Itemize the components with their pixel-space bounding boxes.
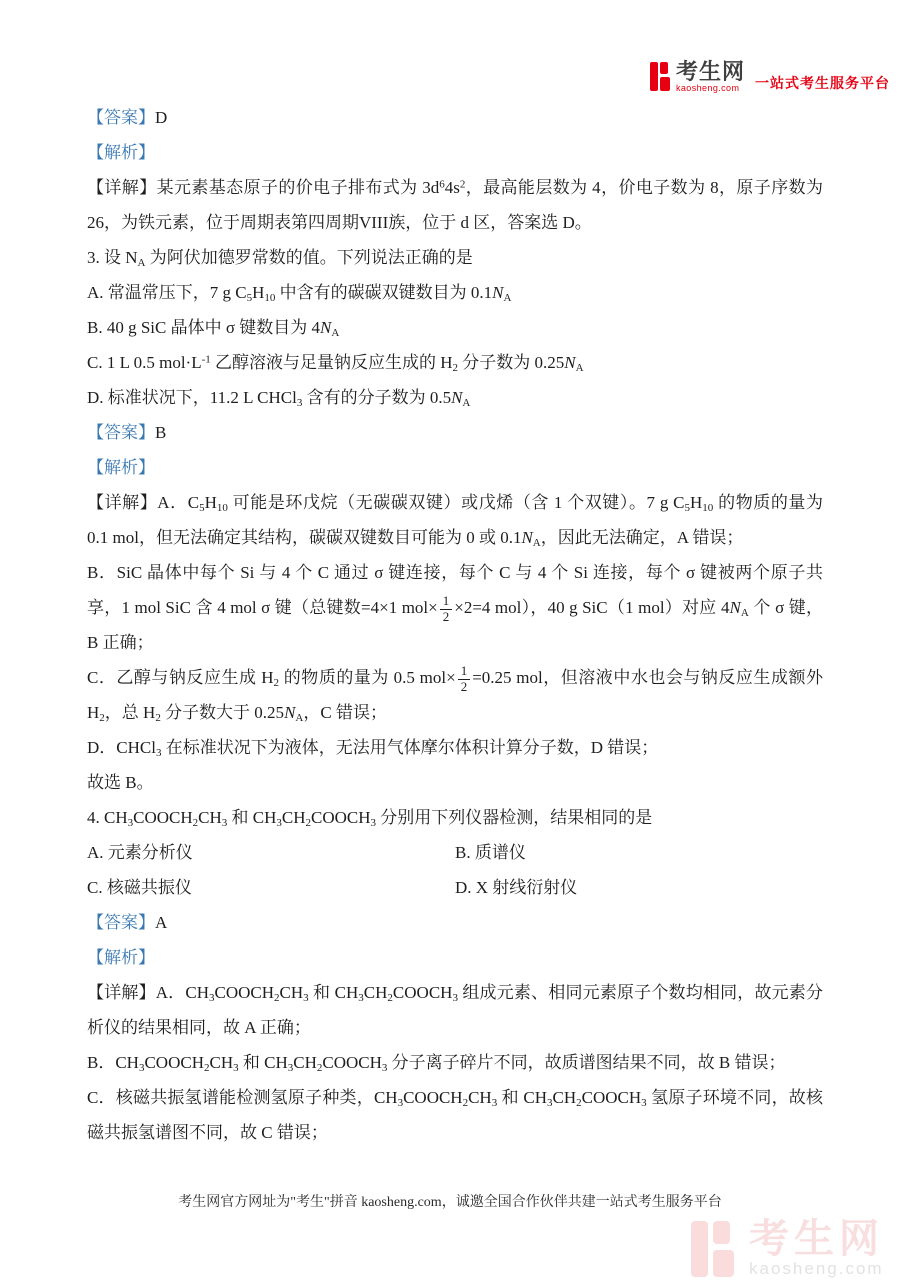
subscript: A [462, 396, 471, 409]
logo-text [676, 58, 746, 93]
paragraph [87, 135, 823, 170]
watermark-text [749, 1219, 884, 1279]
subscript: A [137, 256, 146, 269]
paragraph: 3. 设 $N_A$ 为阿伏加德罗常数的值。下列说法正确的是 [87, 248, 473, 269]
brand-domain: kaosheng.com [676, 82, 740, 93]
subscript: 2 [274, 991, 280, 1004]
brand-slogan: 一站式考生服务平台 [755, 74, 891, 91]
subscript: 3 [452, 991, 458, 1004]
subscript: 10 [264, 291, 276, 304]
paragraph: A. 常温常压下，7 g $C_5H_{10}$ 中含有的碳碳双键数目为 $0.1N_A$ [87, 283, 512, 304]
bracket-label: 【答案】 [87, 423, 155, 442]
paragraph: 【详解】A．$C_5H_{10}$ 可能是环戊烷（无碳碳双键）或戊烯（含 1 个双键）。7 g $C_5H_{10}$ 的物质的量为 0.1 mol，但无法确定其结构，碳碳双键数目可能为 0 或 $0.1N_A$，因此无法确定，A 错误； [87, 493, 823, 549]
paragraph: B．SiC 晶体中每个 Si 与 4 个 C 通过 σ 键连接，每个 C 与 4 个 Si 连接，每个 σ 键被两个原子共享，1 mol SiC 含 4 mol σ 键（总键数=4×1 mol× $\frac{1}{2}$ ×2=4 mol），40 g SiC（1 mol）对应 $4N_A$ 个 σ 键，B 正确； [87, 563, 823, 652]
paragraph: 【答案】D [87, 108, 168, 127]
page-footer: 考生网官方网址为"考生"拼音 kaosheng.com，诚邀全国合作伙伴共建一站式考生服务平台 [178, 1195, 722, 1210]
subscript: 3 [546, 1096, 553, 1109]
subscript: 3 [491, 1096, 498, 1109]
watermark-brand: 考生网 [749, 1217, 884, 1261]
subscript: 10 [702, 501, 714, 514]
subscript: 3 [358, 991, 364, 1004]
bracket-label: 【解析】 [87, 458, 155, 477]
italic-symbol: N [521, 528, 533, 547]
paragraph [87, 450, 823, 485]
bracket-label: 【答案】 [87, 108, 155, 127]
paragraph: 【详解】某元素基态原子的价电子排布式为 $3d^64s^2$，最高能层数为 4，价电子数为 8，原子序数为 26，为铁元素，位于周期表第四周期VIII族，位于 d 区，答案选 D。 [87, 178, 824, 232]
italic-symbol: N [320, 318, 332, 337]
subscript: 3 [370, 816, 377, 829]
italic-symbol: N [284, 703, 296, 722]
fraction: $\frac{1}{2}$ [440, 594, 453, 625]
subscript: 3 [127, 816, 134, 829]
subscript: 5 [246, 291, 253, 304]
paragraph: 【详解】A．$CH_3COOCH_2CH_3$ 和 $CH_3CH_2COOCH_3$ 组成元素、相同元素原子个数均相同，故元素分析仪的结果相同，故 A 正确； [87, 983, 823, 1037]
watermark-domain: kaosheng.com [749, 1259, 884, 1278]
subscript: A [295, 711, 304, 724]
subscript: 2 [99, 711, 105, 724]
paragraph: B. 40 g SiC 晶体中 σ 键数目为 $4N_A$ [87, 318, 340, 339]
bracket-label: 【解析】 [87, 948, 155, 967]
options-row [87, 835, 823, 870]
option: A. 元素分析仪 [87, 843, 193, 862]
paragraph: C．核磁共振氢谱能检测氢原子种类，$CH_3COOCH_2CH_3$ 和 $CH_3CH_2COOCH_3$ 氢原子环境不同，故核磁共振氢谱图不同，故 C 错误； [87, 1088, 823, 1142]
subscript: 3 [303, 991, 309, 1004]
subscript: A [331, 326, 340, 339]
subscript: 5 [684, 501, 691, 514]
document-body [87, 100, 823, 1150]
superscript: 6 [439, 178, 445, 191]
paragraph: 【答案】A [87, 913, 168, 932]
kaosheng-watermark-icon [691, 1217, 737, 1281]
paragraph: D. 标准状况下，11.2 L CHCl$_3$ 含有的分子数为 $0.5N_A$ [87, 388, 471, 409]
subscript: 2 [192, 816, 199, 829]
subscript: 2 [387, 991, 393, 1004]
bracket-label: 【解析】 [87, 143, 155, 162]
subscript: 10 [216, 501, 228, 514]
italic-symbol: N [451, 388, 463, 407]
subscript: 3 [397, 1096, 404, 1109]
subscript: 3 [155, 746, 162, 759]
option: D. X 射线衍射仪 [455, 878, 578, 897]
kaosheng-logo-icon [650, 60, 671, 93]
subscript: 3 [221, 816, 228, 829]
kaosheng-logo [650, 60, 745, 93]
subscript: 3 [138, 1061, 145, 1074]
fraction: $\frac{1}{2}$ [458, 664, 471, 695]
superscript: 2 [459, 178, 466, 191]
paragraph: C. 1 L 0.5 $mol\cdot L^{-1}$ 乙醇溶液与足量钠反应生成的 $H_2$ 分子数为 $0.25N_A$ [87, 353, 584, 374]
subscript: A [503, 291, 512, 304]
subscript: 3 [641, 1096, 647, 1109]
subscript: 3 [208, 991, 215, 1004]
subscript: 3 [276, 816, 282, 829]
paragraph [87, 940, 823, 975]
options-row [87, 870, 823, 905]
paragraph: C．乙醇与钠反应生成 $H_2$ 的物质的量为 0.5 mol× $\frac{1}{2}$ =0.25 mol，但溶液中水也会与钠反应生成额外 $H_2$，总 $H_2$ 分子数大于 $0.25N_A$，C 错误； [87, 662, 823, 724]
subscript: 2 [452, 361, 459, 374]
subscript: 2 [273, 676, 280, 689]
option: C. 核磁共振仪 [87, 878, 192, 897]
brand-name: 考生网 [676, 58, 746, 84]
subscript: 3 [287, 1061, 294, 1074]
subscript: A [740, 606, 749, 619]
subscript: 2 [203, 1061, 210, 1074]
subscript: A [575, 361, 584, 374]
subscript: 2 [316, 1061, 323, 1074]
paragraph: 故选 B。 [87, 773, 154, 792]
paragraph: 4. $CH_3COOCH_2CH_3$ 和 $CH_3CH_2COOCH_3$ 分别用下列仪器检测，结果相同的是 [87, 808, 653, 829]
italic-symbol: N [729, 598, 741, 617]
paragraph: B．$CH_3COOCH_2CH_3$ 和 $CH_3CH_2COOCH_3$ 分子离子碎片不同，故质谱图结果不同，故 B 错误； [87, 1053, 786, 1074]
paragraph: D．CHCl$_3$ 在标准状况下为液体，无法用气体摩尔体积计算分子数，D 错误； [87, 738, 659, 759]
subscript: 5 [199, 501, 205, 514]
site-header [650, 60, 890, 93]
italic-symbol: N [564, 353, 576, 372]
subscript: 3 [296, 396, 303, 409]
subscript: 2 [305, 816, 312, 829]
subscript: 2 [155, 711, 161, 724]
subscript: 3 [381, 1061, 388, 1074]
subscript: 3 [233, 1061, 239, 1074]
italic-symbol: N [492, 283, 504, 302]
bracket-label: 【答案】 [87, 913, 155, 932]
superscript: -1 [201, 353, 211, 366]
paragraph: 【答案】B [87, 423, 167, 442]
option: B. 质谱仪 [455, 843, 526, 862]
kaosheng-watermark [691, 1217, 884, 1281]
subscript: A [532, 536, 541, 549]
subscript: 2 [576, 1096, 582, 1109]
subscript: 2 [462, 1096, 469, 1109]
